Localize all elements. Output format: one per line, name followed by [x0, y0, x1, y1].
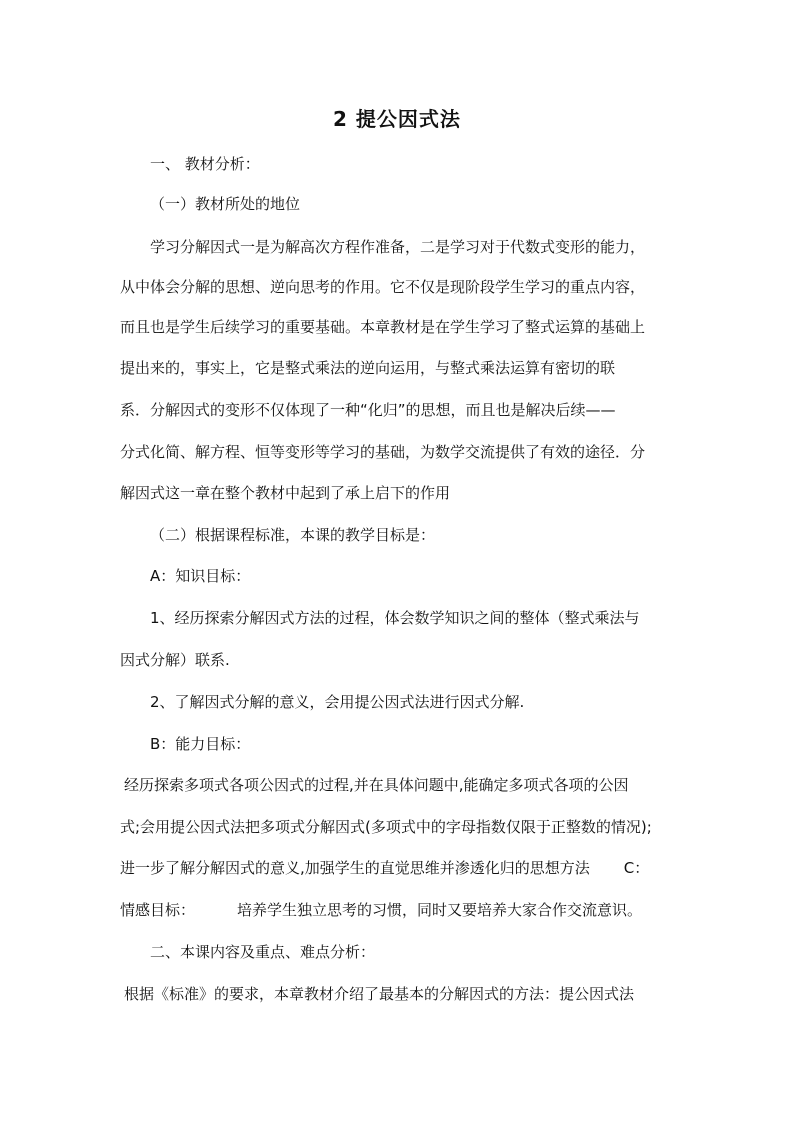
goal-a2-line: 2、了解因式分解的意义，会用提公因式法进行因式分解. [150, 693, 525, 711]
goal-a1-line: 因式分解）联系. [120, 651, 230, 669]
paragraph-line: 而且也是学生后续学习的重要基础。本章教材是在学生学习了整式运算的基础上 [120, 318, 646, 336]
subsection-heading-1: （一）教材所处的地位 [150, 195, 301, 213]
paragraph-line: 分式化简、解方程、恒等变形等学习的基础，为数学交流提供了有效的途径．分 [120, 443, 646, 461]
subsection-heading-2: （二）根据课程标准，本课的教学目标是： [150, 526, 436, 544]
goal-b-heading: B：能力目标： [150, 735, 251, 753]
goal-a1-line: 1、经历探索分解因式方法的过程，体会数学知识之间的整体（整式乘法与 [150, 609, 640, 627]
paragraph-line: 提出来的，事实上，它是整式乘法的逆向运用，与整式乘法运算有密切的联 [120, 359, 616, 377]
paragraph-line: 解因式这一章在整个教材中起到了承上启下的作用 [120, 484, 451, 502]
page-title: 2 提公因式法 [333, 107, 461, 131]
section-heading-2: 二、本课内容及重点、难点分析： [150, 943, 376, 961]
goal-c-label: C： [623, 859, 650, 877]
goal-c-line [120, 900, 642, 920]
goal-b-line: 式;会用提公因式法把多项式分解因式(多项式中的字母指数仅限于正整数的情况); [120, 818, 652, 836]
goal-b-line: 经历探索多项式各项公因式的过程,并在具体问题中,能确定多项式各项的公因 [124, 776, 629, 794]
goal-b-last-line-with-c [120, 858, 649, 878]
paragraph-line: 系．分解因式的变形不仅体现了一种“化归”的思想，而且也是解决后续—— [120, 401, 616, 419]
paragraph-line: 学习分解因式一是为解高次方程作准备，二是学习对于代数式变形的能力， [150, 238, 646, 256]
paragraph-line: 从中体会分解的思想、逆向思考的作用。它不仅是现阶段学生学习的重点内容， [120, 278, 646, 296]
section-2-paragraph-line: 根据《标准》的要求，本章教材介绍了最基本的分解因式的方法：提公因式法 [124, 985, 635, 1003]
section-heading-1: 一、 教材分析： [150, 155, 260, 173]
goal-a-heading: A：知识目标： [150, 567, 251, 585]
goal-b-line: 进一步了解分解因式的意义,加强学生的直觉思维并渗透化归的思想方法 [120, 859, 590, 877]
goal-c-title: 情感目标： [120, 901, 196, 919]
goal-c-text: 培养学生独立思考的习惯，同时又要培养大家合作交流意识。 [237, 901, 643, 919]
